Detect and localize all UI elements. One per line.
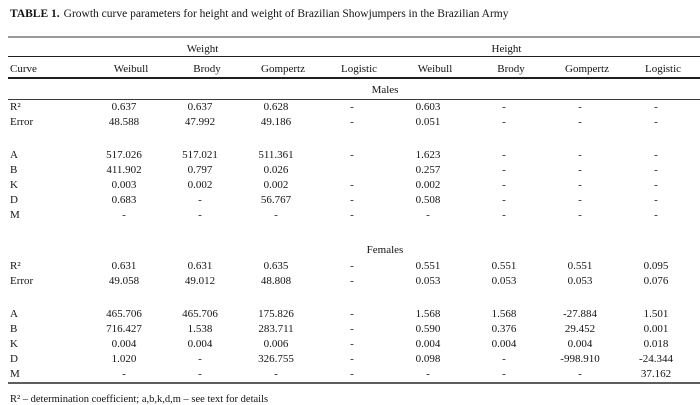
table-cell: 0.508	[415, 194, 441, 206]
row-label: Error	[10, 275, 34, 287]
table-cell: 1.623	[415, 149, 441, 161]
table-row	[8, 337, 700, 352]
table-cell: -	[350, 209, 354, 221]
growth-parameters-table	[8, 36, 700, 384]
table-cell: -	[654, 116, 658, 128]
table-cell: 47.992	[184, 116, 216, 128]
table-cell: -	[578, 101, 582, 113]
section-blank-cell	[8, 78, 93, 100]
table-cell: -	[502, 116, 506, 128]
table-cell: 465.706	[106, 308, 142, 320]
table-cell: -	[502, 164, 506, 176]
spacer-cell	[8, 289, 700, 307]
table-cell: -	[654, 179, 658, 191]
table-row	[8, 100, 700, 116]
table-cell: 0.003	[111, 179, 137, 191]
table-cell: 0.004	[111, 338, 137, 350]
table-cell: -	[350, 323, 354, 335]
table-cell: 0.098	[415, 353, 441, 365]
table-cell: 0.797	[187, 164, 213, 176]
table-cell: 48.808	[260, 275, 292, 287]
table-cell: 0.631	[111, 260, 137, 272]
table-cell: -	[274, 209, 278, 221]
table-cell: 0.018	[643, 338, 669, 350]
spacer-cell	[8, 223, 700, 239]
table-cell: 0.095	[643, 260, 669, 272]
table-cell: 175.826	[258, 308, 294, 320]
row-label: Error	[10, 116, 34, 128]
row-label: D	[10, 353, 18, 365]
table-footnote: R² – determination coefficient; a,b,k,d,m – see text for details	[10, 394, 269, 405]
column-header-curve: Curve	[8, 57, 93, 79]
row-label: M	[8, 367, 93, 383]
table-cell: -	[350, 149, 354, 161]
row-label: D	[10, 194, 18, 206]
table-cell: 0.002	[415, 179, 441, 191]
column-header-gompertz-weight: Gompertz	[245, 57, 321, 79]
table-cell: 0.053	[491, 275, 517, 287]
table-cell: 0.551	[415, 260, 441, 272]
table-row	[8, 322, 700, 337]
table-row	[8, 148, 700, 163]
table-row	[8, 178, 700, 193]
table-cell: -	[502, 353, 506, 365]
table-row	[8, 352, 700, 367]
table-cell: 1.501	[643, 308, 669, 320]
table-row	[8, 259, 700, 274]
table-cell: -	[502, 149, 506, 161]
row-label: K	[10, 179, 18, 191]
table-cell: 0.551	[491, 260, 517, 272]
row-label: M	[10, 209, 20, 221]
table-cell: -	[473, 367, 549, 383]
table-cell: 0.004	[567, 338, 593, 350]
table-cell: 0.004	[187, 338, 213, 350]
table-row	[8, 307, 700, 322]
table-cell: -	[654, 209, 658, 221]
column-header-weibull-weight: Weibull	[93, 57, 169, 79]
table-row	[8, 193, 700, 208]
table-cell: -	[549, 367, 625, 383]
table-cell: -	[350, 101, 354, 113]
table-cell: 411.902	[106, 164, 142, 176]
table-cell: 0.076	[643, 275, 669, 287]
table-cell: -	[350, 353, 354, 365]
table-cell: -	[578, 164, 582, 176]
spacer-row	[8, 289, 700, 307]
table-cell: 49.012	[184, 275, 216, 287]
table-cell: 465.706	[182, 308, 218, 320]
table-cell: 0.004	[491, 338, 517, 350]
column-header-gompertz-height: Gompertz	[549, 57, 625, 79]
column-header-row	[8, 57, 700, 79]
table-number: TABLE 1.	[10, 8, 60, 20]
table-cell: -	[578, 194, 582, 206]
table-cell: -	[350, 275, 354, 287]
row-label: B	[10, 164, 18, 176]
table-cell: 1.020	[111, 353, 137, 365]
table-cell: 0.051	[415, 116, 441, 128]
table-cell: -	[426, 209, 430, 221]
table-row	[8, 274, 700, 289]
table-cell: 0.053	[567, 275, 593, 287]
row-label: R²	[10, 260, 21, 272]
table-cell: 326.755	[258, 353, 294, 365]
table-row	[8, 367, 700, 383]
table-cell: 517.026	[106, 149, 142, 161]
table-cell: 0.637	[111, 101, 137, 113]
spacer-row	[8, 223, 700, 239]
table-cell: -	[578, 179, 582, 191]
table-cell: -	[654, 194, 658, 206]
table-cell: 0.590	[415, 323, 441, 335]
table-cell: -	[93, 367, 169, 383]
table-cell: -	[654, 164, 658, 176]
table-cell: -	[397, 367, 473, 383]
table-cell: -	[350, 179, 354, 191]
table-row	[8, 115, 700, 130]
table-cell: -24.344	[639, 353, 673, 365]
column-header-logistic-height: Logistic	[625, 57, 700, 79]
table-cell: -	[578, 116, 582, 128]
table-cell: 1.568	[415, 308, 441, 320]
table-cell	[321, 163, 397, 178]
table-cell: -	[350, 194, 354, 206]
column-header-brody-height: Brody	[473, 57, 549, 79]
table-cell: 1.568	[491, 308, 517, 320]
table-cell: 49.058	[108, 275, 140, 287]
table-cell: 517.021	[182, 149, 218, 161]
table-cell: 0.001	[643, 323, 669, 335]
table-cell: 0.551	[567, 260, 593, 272]
table-cell: -27.884	[563, 308, 597, 320]
table-cell: -	[502, 209, 506, 221]
table-cell: 0.006	[263, 338, 289, 350]
table-cell: -	[578, 209, 582, 221]
group-header-height: Height	[397, 37, 700, 57]
row-label: R²	[10, 101, 21, 113]
section-label: Males	[93, 78, 700, 100]
table-cell: -	[578, 149, 582, 161]
table-cell: -	[654, 149, 658, 161]
table-cell: -	[245, 367, 321, 383]
table-cell: 283.711	[258, 323, 294, 335]
row-label: B	[10, 323, 18, 335]
table-cell: 511.361	[258, 149, 294, 161]
table-cell: 56.767	[260, 194, 292, 206]
table-cell: 0.631	[187, 260, 213, 272]
column-header-logistic-weight: Logistic	[321, 57, 397, 79]
table-cell: -	[350, 116, 354, 128]
table-cell: -	[350, 308, 354, 320]
table-caption: Growth curve parameters for height and weight of Brazilian Showjumpers in the Brazilian Army	[63, 8, 509, 20]
table-cell: 0.026	[263, 164, 289, 176]
table-cell: 0.628	[263, 101, 289, 113]
group-header-weight: Weight	[93, 37, 397, 57]
table-cell: -	[502, 101, 506, 113]
column-header-weibull-height: Weibull	[397, 57, 473, 79]
group-header-row	[8, 37, 700, 57]
section-header-row	[8, 78, 700, 100]
table-body	[8, 78, 700, 383]
table-cell: 48.588	[108, 116, 140, 128]
table-cell: -	[122, 209, 126, 221]
section-blank-cell	[8, 239, 93, 259]
table-cell: 716.427	[106, 323, 142, 335]
table-cell: 29.452	[564, 323, 596, 335]
table-cell: 0.683	[111, 194, 137, 206]
table-cell: 0.002	[187, 179, 213, 191]
table-title	[10, 7, 696, 22]
spacer-row	[8, 130, 700, 148]
table-cell: 1.538	[187, 323, 213, 335]
table-cell: 0.376	[491, 323, 517, 335]
table-cell: -	[350, 338, 354, 350]
table-cell: -	[198, 353, 202, 365]
column-header-brody-weight: Brody	[169, 57, 245, 79]
table-row	[8, 163, 700, 178]
table-cell: 0.004	[415, 338, 441, 350]
table-cell: -	[350, 260, 354, 272]
table-cell: -	[654, 101, 658, 113]
table-cell: 0.635	[263, 260, 289, 272]
table-cell: 0.257	[415, 164, 441, 176]
row-label: K	[10, 338, 18, 350]
spacer-cell	[8, 130, 700, 148]
table-cell: -	[321, 367, 397, 383]
section-header-row	[8, 239, 700, 259]
table-cell: -	[502, 194, 506, 206]
row-label: A	[10, 149, 18, 161]
table-cell: 0.053	[415, 275, 441, 287]
group-corner-cell	[8, 37, 93, 57]
table-cell: -	[169, 367, 245, 383]
section-label: Females	[366, 244, 404, 256]
table-cell: 0.002	[263, 179, 289, 191]
table-cell: -	[502, 179, 506, 191]
table-cell: -	[198, 194, 202, 206]
table-cell: -998.910	[560, 353, 600, 365]
table-row	[8, 208, 700, 223]
table-cell: 49.186	[260, 116, 292, 128]
table-cell: -	[198, 209, 202, 221]
table-cell: 37.162	[625, 367, 700, 383]
table-cell: 0.603	[415, 101, 441, 113]
row-label: A	[10, 308, 18, 320]
table-cell: 0.637	[187, 101, 213, 113]
